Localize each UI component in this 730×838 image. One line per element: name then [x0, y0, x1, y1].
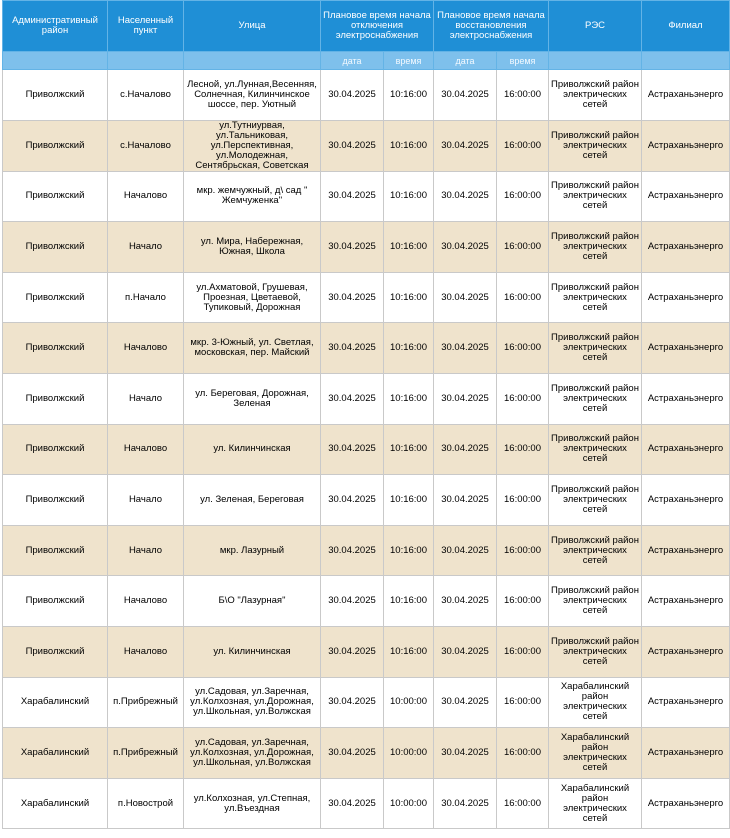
cell-res: Приволжский район электрических сетей	[549, 525, 642, 576]
cell-district: Приволжский	[3, 626, 108, 677]
cell-off-date: 30.04.2025	[321, 424, 384, 475]
subheader-blank	[549, 52, 642, 70]
cell-district: Приволжский	[3, 424, 108, 475]
cell-district: Приволжский	[3, 475, 108, 526]
cell-locality: п.Прибрежный	[108, 728, 184, 779]
cell-res: Приволжский район электрических сетей	[549, 222, 642, 273]
cell-street: ул. Килинчинская	[184, 626, 321, 677]
cell-res: Приволжский район электрических сетей	[549, 70, 642, 121]
cell-district: Приволжский	[3, 576, 108, 627]
cell-district: Приволжский	[3, 373, 108, 424]
table-row	[3, 626, 730, 677]
cell-street: ул. Зеленая, Береговая	[184, 475, 321, 526]
cell-street: ул.Садовая, ул.Заречная, ул.Колхозная, ул.Дорожная, ул.Школьная, ул.Волжская	[184, 728, 321, 779]
cell-branch: Астраханьэнерго	[642, 778, 730, 829]
cell-off-time: 10:00:00	[384, 728, 434, 779]
cell-on-time: 16:00:00	[497, 626, 549, 677]
cell-on-date: 30.04.2025	[434, 728, 497, 779]
table-row	[3, 576, 730, 627]
cell-on-time: 16:00:00	[497, 424, 549, 475]
cell-branch: Астраханьэнерго	[642, 171, 730, 222]
cell-off-time: 10:16:00	[384, 120, 434, 171]
cell-on-time: 16:00:00	[497, 171, 549, 222]
cell-branch: Астраханьэнерго	[642, 222, 730, 273]
cell-on-date: 30.04.2025	[434, 171, 497, 222]
cell-on-date: 30.04.2025	[434, 373, 497, 424]
outage-table	[2, 0, 730, 829]
cell-on-time: 16:00:00	[497, 778, 549, 829]
cell-branch: Астраханьэнерго	[642, 373, 730, 424]
cell-off-date: 30.04.2025	[321, 778, 384, 829]
cell-res: Приволжский район электрических сетей	[549, 272, 642, 323]
cell-off-date: 30.04.2025	[321, 70, 384, 121]
cell-off-date: 30.04.2025	[321, 525, 384, 576]
cell-branch: Астраханьэнерго	[642, 677, 730, 728]
table-row	[3, 171, 730, 222]
cell-on-time: 16:00:00	[497, 222, 549, 273]
cell-district: Приволжский	[3, 272, 108, 323]
table-row	[3, 525, 730, 576]
cell-district: Приволжский	[3, 70, 108, 121]
cell-locality: Началово	[108, 171, 184, 222]
cell-on-time: 16:00:00	[497, 373, 549, 424]
cell-on-time: 16:00:00	[497, 120, 549, 171]
cell-branch: Астраханьэнерго	[642, 626, 730, 677]
cell-off-time: 10:16:00	[384, 171, 434, 222]
cell-branch: Астраханьэнерго	[642, 475, 730, 526]
cell-branch: Астраханьэнерго	[642, 272, 730, 323]
cell-on-date: 30.04.2025	[434, 525, 497, 576]
cell-off-date: 30.04.2025	[321, 475, 384, 526]
cell-on-date: 30.04.2025	[434, 576, 497, 627]
table-row	[3, 728, 730, 779]
table-row	[3, 120, 730, 171]
header-street: Улица	[184, 1, 321, 52]
cell-branch: Астраханьэнерго	[642, 424, 730, 475]
header-off-start: Плановое время начала отключения электроснабжения	[321, 1, 434, 52]
subheader-blank	[642, 52, 730, 70]
cell-district: Харабалинский	[3, 728, 108, 779]
cell-off-date: 30.04.2025	[321, 576, 384, 627]
cell-locality: п.Начало	[108, 272, 184, 323]
table-row	[3, 323, 730, 374]
cell-on-date: 30.04.2025	[434, 272, 497, 323]
header-district: Административный район	[3, 1, 108, 52]
cell-on-date: 30.04.2025	[434, 222, 497, 273]
cell-branch: Астраханьэнерго	[642, 525, 730, 576]
header-locality: Населенный пункт	[108, 1, 184, 52]
cell-branch: Астраханьэнерго	[642, 120, 730, 171]
cell-off-time: 10:16:00	[384, 222, 434, 273]
header-restore-start: Плановое время начала восстановления электроснабжения	[434, 1, 549, 52]
cell-locality: п.Новострой	[108, 778, 184, 829]
cell-street: ул. Килинчинская	[184, 424, 321, 475]
subheader-off-time: время	[384, 52, 434, 70]
cell-off-date: 30.04.2025	[321, 728, 384, 779]
cell-on-time: 16:00:00	[497, 475, 549, 526]
cell-res: Приволжский район электрических сетей	[549, 475, 642, 526]
cell-on-date: 30.04.2025	[434, 424, 497, 475]
cell-street: мкр. 3-Южный, ул. Светлая, московская, пер. Майский	[184, 323, 321, 374]
cell-on-time: 16:00:00	[497, 70, 549, 121]
cell-res: Харабалинский район электрических сетей	[549, 778, 642, 829]
table-row	[3, 778, 730, 829]
subheader-blank	[108, 52, 184, 70]
cell-street: ул.Ахматовой, Грушевая, Проезная, Цветаевой, Тупиковый, Дорожная	[184, 272, 321, 323]
cell-off-time: 10:16:00	[384, 373, 434, 424]
cell-off-date: 30.04.2025	[321, 272, 384, 323]
cell-locality: с.Началово	[108, 120, 184, 171]
table-row	[3, 70, 730, 121]
cell-off-date: 30.04.2025	[321, 373, 384, 424]
cell-locality: Началово	[108, 323, 184, 374]
header-branch: Филиал	[642, 1, 730, 52]
subheader-on-date: дата	[434, 52, 497, 70]
cell-branch: Астраханьэнерго	[642, 576, 730, 627]
cell-off-date: 30.04.2025	[321, 171, 384, 222]
cell-branch: Астраханьэнерго	[642, 728, 730, 779]
cell-res: Приволжский район электрических сетей	[549, 171, 642, 222]
cell-res: Приволжский район электрических сетей	[549, 323, 642, 374]
table-row	[3, 475, 730, 526]
table-row	[3, 272, 730, 323]
cell-street: ул.Тутниурвая, ул.Тальниковая, ул.Перспективная, ул.Молодежная, Сентябрьская, Советская	[184, 120, 321, 171]
cell-on-time: 16:00:00	[497, 677, 549, 728]
cell-street: Б\О "Лазурная"	[184, 576, 321, 627]
cell-on-time: 16:00:00	[497, 525, 549, 576]
cell-off-time: 10:16:00	[384, 424, 434, 475]
cell-locality: Началово	[108, 576, 184, 627]
cell-branch: Астраханьэнерго	[642, 70, 730, 121]
cell-on-date: 30.04.2025	[434, 120, 497, 171]
cell-on-date: 30.04.2025	[434, 778, 497, 829]
table-header	[3, 1, 730, 70]
cell-district: Приволжский	[3, 120, 108, 171]
cell-street: ул.Садовая, ул.Заречная, ул.Колхозная, ул.Дорожная, ул.Школьная, ул.Волжская	[184, 677, 321, 728]
cell-locality: Начало	[108, 373, 184, 424]
cell-street: мкр. жемчужный, д\ сад " Жемчуженка"	[184, 171, 321, 222]
cell-off-date: 30.04.2025	[321, 120, 384, 171]
cell-street: ул. Береговая, Дорожная, Зеленая	[184, 373, 321, 424]
subheader-blank	[3, 52, 108, 70]
cell-res: Приволжский район электрических сетей	[549, 626, 642, 677]
cell-on-time: 16:00:00	[497, 728, 549, 779]
cell-res: Приволжский район электрических сетей	[549, 424, 642, 475]
table-row	[3, 677, 730, 728]
table-row	[3, 373, 730, 424]
cell-off-date: 30.04.2025	[321, 323, 384, 374]
cell-locality: с.Началово	[108, 70, 184, 121]
cell-locality: Началово	[108, 424, 184, 475]
cell-locality: Начало	[108, 525, 184, 576]
cell-off-time: 10:16:00	[384, 272, 434, 323]
cell-off-time: 10:00:00	[384, 677, 434, 728]
cell-res: Приволжский район электрических сетей	[549, 373, 642, 424]
cell-off-date: 30.04.2025	[321, 677, 384, 728]
cell-district: Приволжский	[3, 171, 108, 222]
cell-off-time: 10:16:00	[384, 323, 434, 374]
cell-district: Харабалинский	[3, 778, 108, 829]
cell-street: ул. Мира, Набережная, Южная, Школа	[184, 222, 321, 273]
cell-street: Лесной, ул.Лунная,Весенняя, Солнечная, Килинчинское шоссе, пер. Уютный	[184, 70, 321, 121]
cell-off-time: 10:16:00	[384, 626, 434, 677]
table-body	[3, 70, 730, 829]
cell-locality: Началово	[108, 626, 184, 677]
cell-district: Приволжский	[3, 222, 108, 273]
cell-off-time: 10:16:00	[384, 475, 434, 526]
cell-district: Харабалинский	[3, 677, 108, 728]
cell-off-time: 10:16:00	[384, 525, 434, 576]
cell-off-date: 30.04.2025	[321, 626, 384, 677]
cell-on-date: 30.04.2025	[434, 677, 497, 728]
cell-on-date: 30.04.2025	[434, 475, 497, 526]
cell-on-time: 16:00:00	[497, 272, 549, 323]
cell-district: Приволжский	[3, 525, 108, 576]
cell-locality: п.Прибрежный	[108, 677, 184, 728]
cell-res: Харабалинский район электрических сетей	[549, 677, 642, 728]
cell-on-time: 16:00:00	[497, 323, 549, 374]
cell-off-date: 30.04.2025	[321, 222, 384, 273]
cell-on-time: 16:00:00	[497, 576, 549, 627]
cell-off-time: 10:00:00	[384, 778, 434, 829]
cell-off-time: 10:16:00	[384, 576, 434, 627]
cell-res: Приволжский район электрических сетей	[549, 576, 642, 627]
subheader-blank	[184, 52, 321, 70]
cell-res: Приволжский район электрических сетей	[549, 120, 642, 171]
cell-res: Харабалинский район электрических сетей	[549, 728, 642, 779]
subheader-off-date: дата	[321, 52, 384, 70]
cell-district: Приволжский	[3, 323, 108, 374]
subheader-on-time: время	[497, 52, 549, 70]
cell-branch: Астраханьэнерго	[642, 323, 730, 374]
table-row	[3, 424, 730, 475]
cell-on-date: 30.04.2025	[434, 70, 497, 121]
cell-locality: Начало	[108, 222, 184, 273]
cell-street: мкр. Лазурный	[184, 525, 321, 576]
cell-locality: Начало	[108, 475, 184, 526]
cell-on-date: 30.04.2025	[434, 323, 497, 374]
cell-off-time: 10:16:00	[384, 70, 434, 121]
table-row	[3, 222, 730, 273]
cell-street: ул.Колхозная, ул.Степная, ул.Въездная	[184, 778, 321, 829]
cell-on-date: 30.04.2025	[434, 626, 497, 677]
header-res: РЭС	[549, 1, 642, 52]
